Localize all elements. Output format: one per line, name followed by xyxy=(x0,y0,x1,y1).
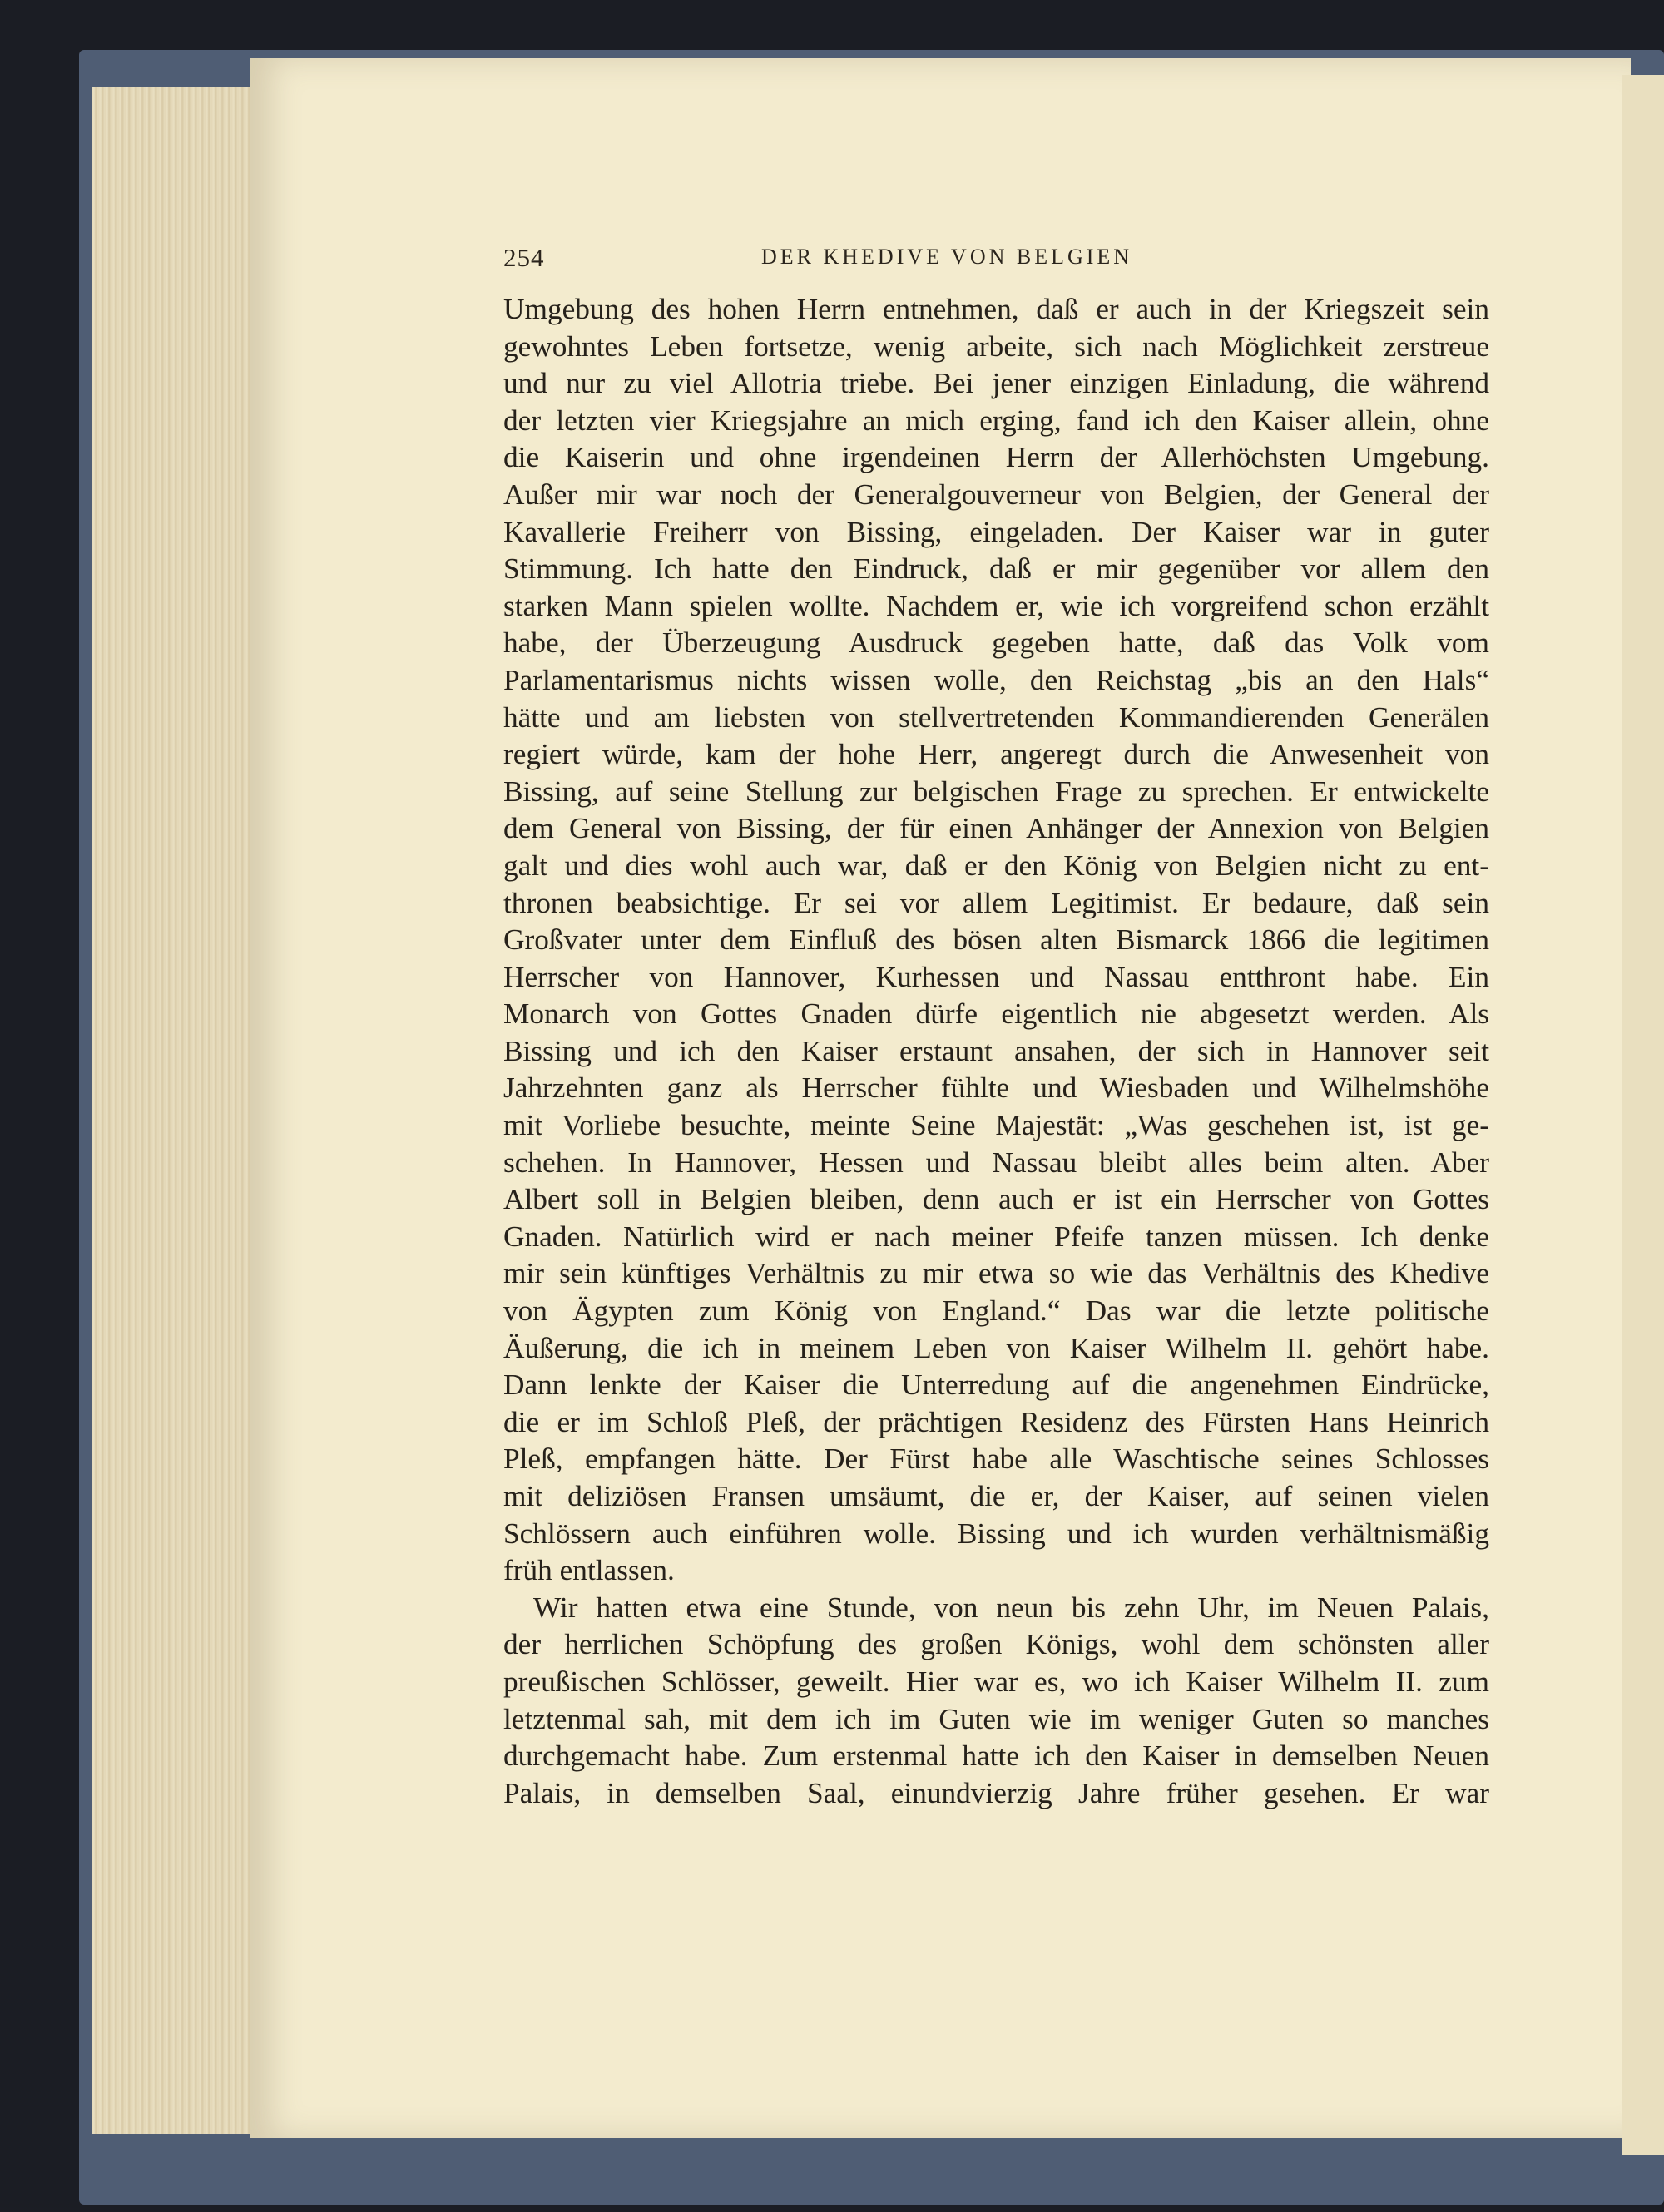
text-line: Wir hatten etwa eine Stunde, von neun bis zehn Uhr, im Neuen Palais, xyxy=(533,1591,1489,1624)
text-line: gewohntes Leben fortsetze, wenig arbeite, sich nach Möglichkeit zerstreue xyxy=(503,329,1489,363)
text-line: Kavallerie Freiherr von Bissing, eingeladen. Der Kaiser war in guter xyxy=(503,515,1489,548)
text-line: der letzten vier Kriegsjahre an mich erging, fand ich den Kaiser allein, ohne xyxy=(503,403,1489,437)
text-line: der herrlichen Schöpfung des großen Königs, wohl dem schönsten aller xyxy=(503,1628,1489,1661)
text-line: Umgebung des hohen Herrn entnehmen, daß er auch in der Kriegszeit sein xyxy=(503,293,1489,325)
text-line: die Kaiserin und ohne irgendeinen Herrn der Allerhöchsten Umgebung. xyxy=(503,441,1489,474)
text-line: hätte und am liebsten von stellvertretenden Kommandierenden Generälen xyxy=(503,700,1489,734)
text-line: Großvater unter dem Einfluß des bösen alten Bismarck 1866 die legitimen xyxy=(503,923,1489,957)
text-line: Bissing und ich den Kaiser erstaunt ansahen, der sich in Hannover seit xyxy=(503,1034,1489,1067)
text-line: Dann lenkte der Kaiser die Unterredung auf die angenehmen Eindrücke, xyxy=(503,1368,1489,1402)
text-line: früh entlassen. xyxy=(503,1554,675,1587)
text-line: thronen beabsichtige. Er sei vor allem Legitimist. Er bedaure, daß sein xyxy=(503,886,1489,919)
text-line: Albert soll in Belgien bleiben, denn auch er ist ein Herrscher von Gottes xyxy=(503,1183,1489,1216)
text-line: mit Vorliebe besuchte, meinte Seine Majestät: „Was geschehen ist, ist ge- xyxy=(503,1109,1489,1142)
text-line: mit deliziösen Fransen umsäumt, die er, der Kaiser, auf seinen vielen xyxy=(503,1480,1489,1512)
text-line: Schlössern auch einführen wolle. Bissing und ich wurden verhältnismäßig xyxy=(503,1517,1489,1550)
text-line: Herrscher von Hannover, Kurhessen und Nassau entthront habe. Ein xyxy=(503,960,1489,993)
facing-page-edge xyxy=(1622,75,1664,2155)
text-line: Palais, in demselben Saal, einundvierzig Jahre früher gesehen. Er war xyxy=(503,1776,1489,1809)
text-line: Pleß, empfangen hätte. Der Fürst habe alle Waschtische seines Schlosses xyxy=(503,1443,1489,1476)
text-line: Bissing, auf seine Stellung zur belgischen Frage zu sprechen. Er entwickelte xyxy=(503,774,1489,808)
text-line: Jahrzehnten ganz als Herrscher fühlte und Wiesbaden und Wilhelmshöhe xyxy=(503,1071,1489,1105)
body-text xyxy=(503,291,1489,1812)
text-line: galt und dies wohl auch war, daß er den König von Belgien nicht zu ent- xyxy=(503,849,1489,882)
text-line: preußischen Schlösser, geweilt. Hier war es, wo ich Kaiser Wilhelm II. zum xyxy=(503,1665,1489,1698)
text-line: Äußerung, die ich in meinem Leben von Kaiser Wilhelm II. gehört habe. xyxy=(503,1331,1489,1364)
text-line: dem General von Bissing, der für einen Anhänger der Annexion von Belgien xyxy=(503,812,1489,845)
text-line: Parlamentarismus nichts wissen wolle, den Reichstag „bis an den Hals“ xyxy=(503,663,1489,696)
text-line: Stimmung. Ich hatte den Eindruck, daß er mir gegenüber vor allem den xyxy=(503,552,1489,586)
text-line: schehen. In Hannover, Hessen und Nassau bleibt alles beim alten. Aber xyxy=(503,1146,1489,1179)
text-line: habe, der Überzeugung Ausdruck gegeben hatte, daß das Volk vom xyxy=(503,626,1489,660)
text-line: und nur zu viel Allotria triebe. Bei jener einzigen Einladung, die während xyxy=(503,367,1489,400)
paragraph-1 xyxy=(503,291,1489,1590)
text-line: Außer mir war noch der Generalgouverneur von Belgien, der General der xyxy=(503,478,1489,511)
text-line: starken Mann spielen wollte. Nachdem er, wie ich vorgreifend schon erzählt xyxy=(503,589,1489,622)
paragraph-2 xyxy=(503,1590,1489,1813)
text-line: die er im Schloß Pleß, der prächtigen Residenz des Fürsten Hans Heinrich xyxy=(503,1405,1489,1438)
text-line: mir sein künftiges Verhältnis zu mir etwa so wie das Verhältnis des Khedive xyxy=(503,1257,1489,1290)
running-head xyxy=(503,243,1252,276)
page-number: 254 xyxy=(503,243,545,272)
text-line: letztenmal sah, mit dem ich im Guten wie im weniger Guten so manches xyxy=(503,1702,1489,1735)
text-line: von Ägypten zum König von England.“ Das war die letzte politische xyxy=(503,1294,1489,1328)
text-line: Gnaden. Natürlich wird er nach meiner Pfeife tanzen müssen. Ich denke xyxy=(503,1220,1489,1253)
text-line: Monarch von Gottes Gnaden dürfe eigentlich nie abgesetzt werden. Als xyxy=(503,997,1489,1031)
text-line: durchgemacht habe. Zum erstenmal hatte ich den Kaiser in demselben Neuen xyxy=(503,1739,1489,1773)
chapter-title: DER KHEDIVE VON BELGIEN xyxy=(761,245,1133,269)
text-line: regiert würde, kam der hohe Herr, angeregt durch die Anwesenheit von xyxy=(503,738,1489,771)
